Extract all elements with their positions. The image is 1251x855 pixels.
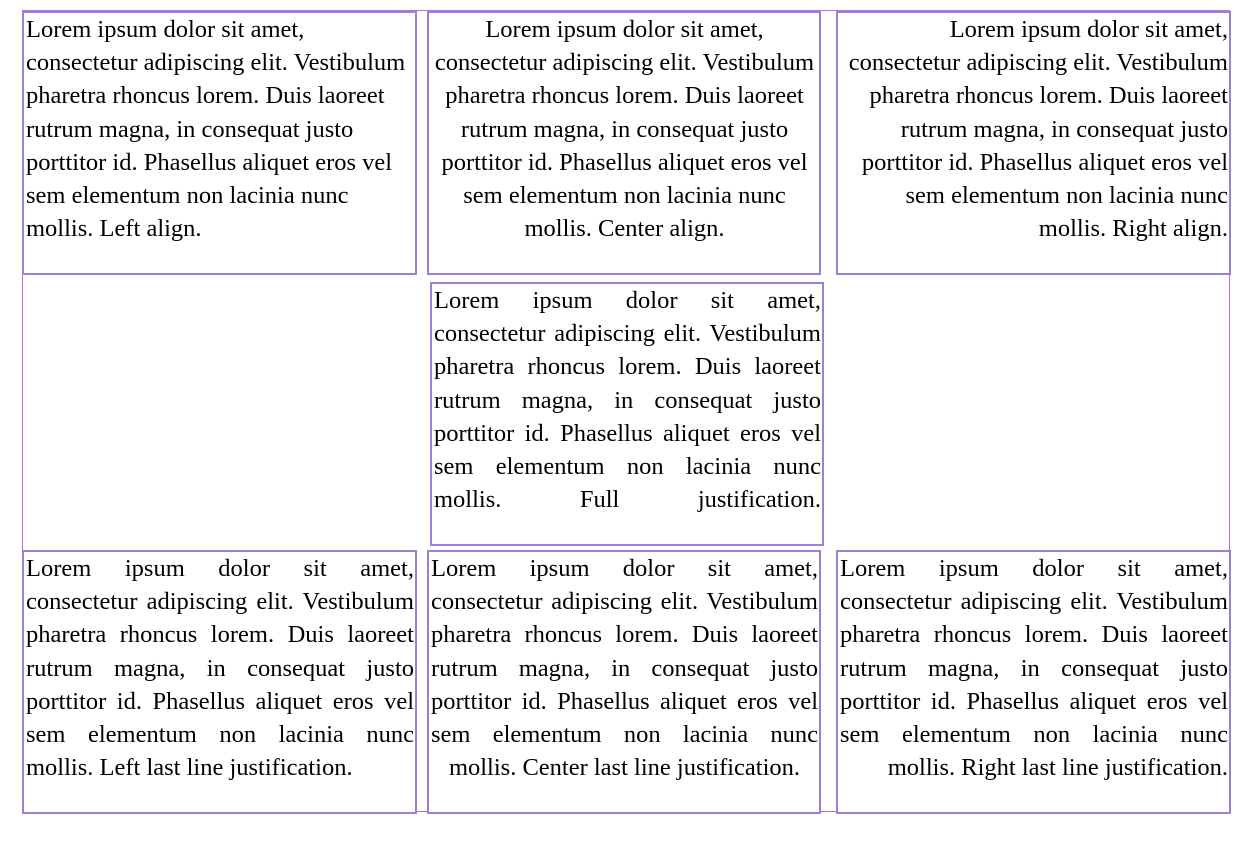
left-last-line-justification-text: Lorem ipsum dolor sit amet, consectetur adipiscing elit. Vestibulum pharetra rhoncus lorem. Duis laoreet rutrum magna, in consequat justo porttitor id. Phasellus aliquet eros vel sem elementum non lacinia nunc mollis. Left last line justification.	[26, 555, 414, 782]
center-last-line-justification-text-box	[427, 550, 821, 814]
right-align-text-box	[836, 11, 1231, 275]
center-align-text-box	[427, 11, 821, 275]
right-last-line-justification-text-box	[836, 550, 1231, 814]
full-justification-text: Lorem ipsum dolor sit amet, consectetur adipiscing elit. Vestibulum pharetra rhoncus lorem. Duis laoreet rutrum magna, in consequat justo porttitor id. Phasellus aliquet eros vel sem elementum non lacinia nunc mollis. Full justification.	[434, 287, 821, 514]
full-justification-text-box	[430, 282, 824, 546]
left-align-text-box	[22, 11, 417, 275]
center-last-line-justification-text: Lorem ipsum dolor sit amet, consectetur adipiscing elit. Vestibulum pharetra rhoncus lorem. Duis laoreet rutrum magna, in consequat justo porttitor id. Phasellus aliquet eros vel sem elementum non lacinia nunc mollis. Center last line justification.	[431, 555, 818, 782]
center-align-text: Lorem ipsum dolor sit amet, consectetur adipiscing elit. Vestibulum pharetra rhoncus lorem. Duis laoreet rutrum magna, in consequat justo porttitor id. Phasellus aliquet eros vel sem elementum non lacinia nunc mollis. Center align.	[434, 16, 815, 243]
left-last-line-justification-text-box	[22, 550, 417, 814]
right-align-text: Lorem ipsum dolor sit amet, consectetur adipiscing elit. Vestibulum pharetra rhoncus lorem. Duis laoreet rutrum magna, in consequat justo porttitor id. Phasellus aliquet eros vel sem elementum non lacinia nunc mollis. Right align.	[848, 16, 1228, 243]
right-last-line-justification-text: Lorem ipsum dolor sit amet, consectetur adipiscing elit. Vestibulum pharetra rhoncus lorem. Duis laoreet rutrum magna, in consequat justo porttitor id. Phasellus aliquet eros vel sem elementum non lacinia nunc mollis. Right last line justification.	[840, 555, 1228, 782]
left-align-text: Lorem ipsum dolor sit amet, consectetur adipiscing elit. Vestibulum pharetra rhoncus lorem. Duis laoreet rutrum magna, in consequat justo porttitor id. Phasellus aliquet eros vel sem elementum non lacinia nunc mollis. Left align.	[26, 16, 406, 243]
